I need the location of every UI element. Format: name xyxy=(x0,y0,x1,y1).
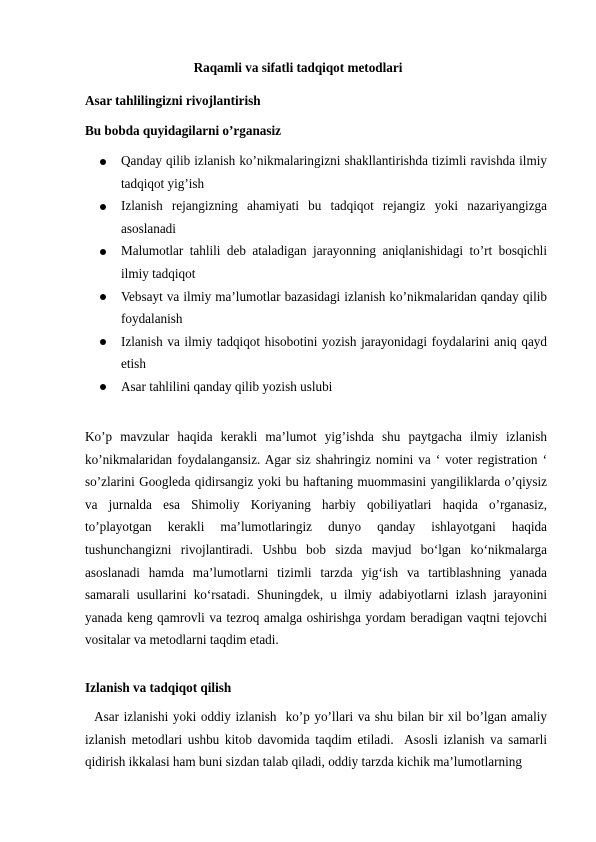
list-item xyxy=(85,150,547,195)
document-title: Raqamli va sifatli tadqiqot metodlari xyxy=(193,60,403,75)
bullet-icon xyxy=(100,159,106,165)
body-paragraph-1: Ko’p mavzular haqida kerakli ma’lumot yig’ishda shu paytgacha ilmiy izlanish ko’nikmalaridan foydalangansiz. Agar siz shahringiz nomini va ‘ voter registration ‘ so’zlarini Googleda qidirsangiz yoki bu haftaning muommasini yangiliklarda o’qiysiz va jurnalda esa Shimoliy Koriyaning harbiy qobiliyatlari haqida o’rganasiz, to’playotgan kerakli ma’lumotlaringiz dunyo qanday ishlayotgani haqida tushunchangizni rivojlantiradi. Ushbu bob sizda mavjud bo‘lgan ko‘nikmalarga asoslanadi hamda ma’lumotlarni tizimli tarzda yig‘ish va tartiblashning yanada samarali usullarini ko‘rsatadi. Shuningdek, u ilmiy adabiyotlarni izlash jarayonini yanada keng qamrovli va tezroq amalga oshirishga yordam beradigan vaqtni tejovchi vositalar va metodlarni taqdim etadi. xyxy=(85,429,547,648)
bullet-icon xyxy=(100,384,106,390)
list-item xyxy=(85,195,547,240)
bullet-icon xyxy=(100,339,106,345)
bullet-text: Vebsayt va ilmiy ma’lumotlar bazasidagi izlanish ko’nikmalaridan qanday qilib foydalanish xyxy=(121,288,547,327)
bullet-icon xyxy=(100,294,106,300)
intro-heading: Bu bobda quyidagilarni o’rganasiz xyxy=(85,123,282,138)
section-heading: Asar tahlilingizni rivojlantirish xyxy=(85,93,261,108)
bullet-icon xyxy=(100,204,106,210)
bullet-icon xyxy=(100,249,106,255)
bullet-text: Izlanish va ilmiy tadqiqot hisobotini yozish jarayonidagi foydalarini aniq qayd etish xyxy=(121,333,547,372)
bullet-list xyxy=(85,150,547,399)
bullet-text: Qanday qilib izlanish ko’nikmalaringizni shakllantirishda tizimli ravishda ilmiy tadqiqot yig’ish xyxy=(121,153,547,191)
bullet-text: Asar tahlilini qanday qilib yozish uslubi xyxy=(121,378,333,394)
list-item xyxy=(85,331,547,376)
subheading: Izlanish va tadqiqot qilish xyxy=(85,680,232,695)
bullet-text: Malumotlar tahlili deb ataladigan jarayonning aniqlanishidagi to’rt bosqichli ilmiy tadqiqot xyxy=(121,243,547,281)
list-item xyxy=(85,286,547,331)
body-paragraph-2: Asar izlanishi yoki oddiy izlanish ko’p yo’llari va shu bilan bir xil bo’lgan amaliy izlanish metodlari ushbu kitob davomida taqdim etiladi. Asosli izlanish va samarli qidirish ikkalasi ham buni sizdan talab qiladi, oddiy tarzda kichik ma’lumotlarning xyxy=(85,709,551,770)
list-item xyxy=(85,376,547,399)
list-item xyxy=(85,240,547,285)
bullet-text: Izlanish rejangizning ahamiyati bu tadqiqot rejangiz yoki nazariyangizga asoslanadi xyxy=(121,198,547,236)
